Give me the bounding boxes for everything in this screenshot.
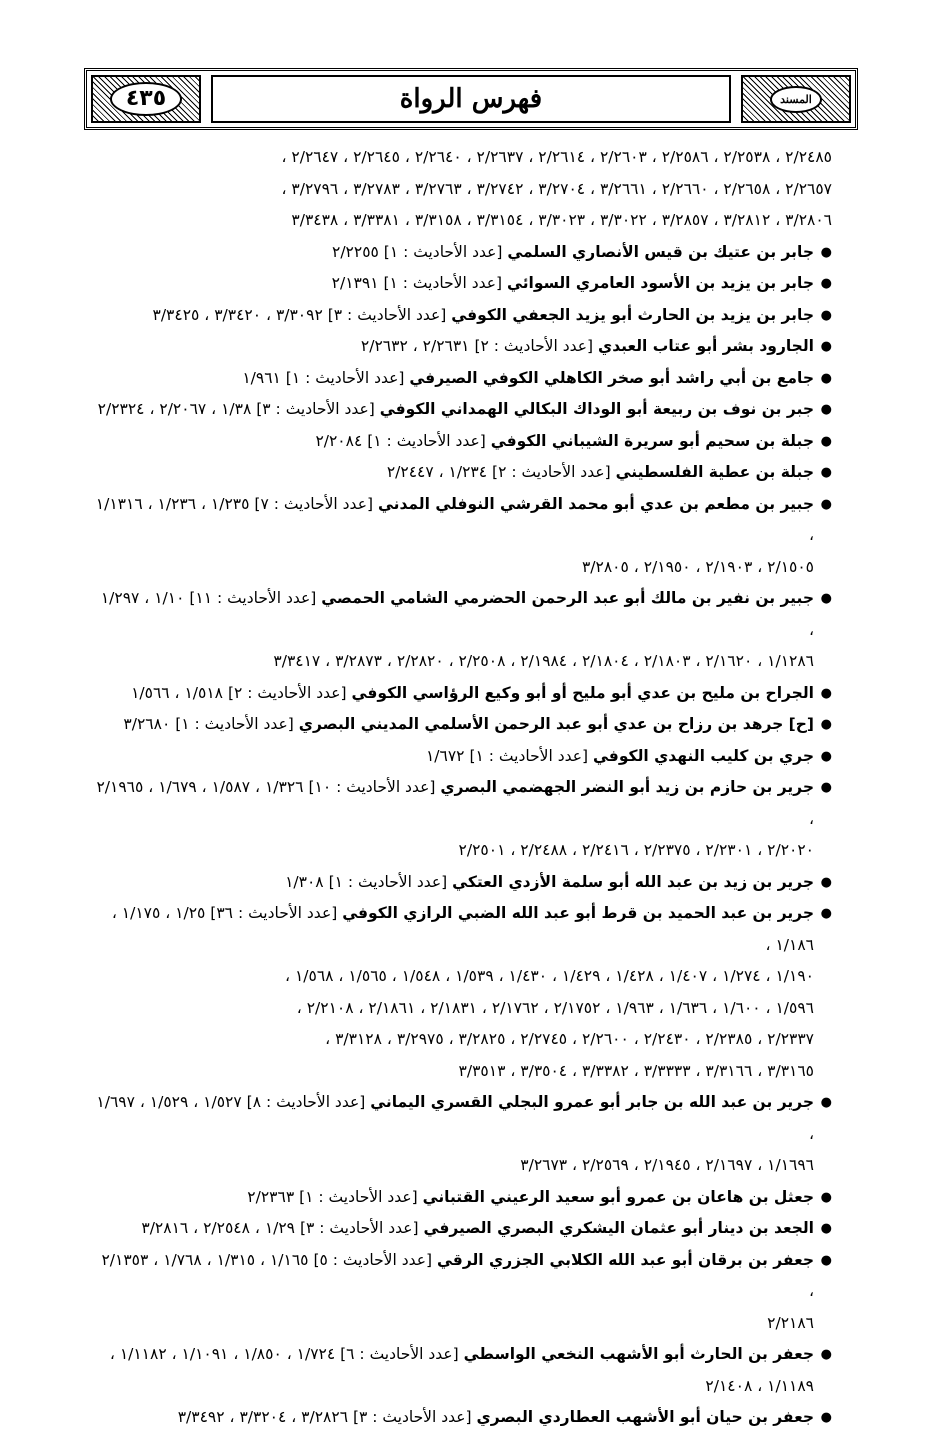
hadith-count: [عدد الأحاديث : ٢] bbox=[474, 337, 594, 355]
index-entry bbox=[92, 709, 832, 741]
hadith-count: [عدد الأحاديث : ٨] bbox=[246, 1093, 366, 1111]
bullet-icon: ● bbox=[820, 1221, 832, 1236]
index-entry bbox=[92, 1339, 832, 1402]
bullet-icon: ● bbox=[820, 339, 832, 354]
bullet-icon: ● bbox=[820, 1347, 832, 1362]
bullet-icon: ● bbox=[820, 591, 832, 606]
hadith-count: [عدد الأحاديث : ٣] bbox=[327, 305, 447, 324]
bullet-icon: ● bbox=[820, 370, 832, 386]
narrator-name: الجارود بشر أبو عتاب العبدي bbox=[598, 337, 814, 355]
index-entry bbox=[92, 331, 832, 363]
bullet-icon: ● bbox=[820, 1189, 832, 1205]
index-entry bbox=[92, 237, 832, 269]
hadith-count: [عدد الأحاديث : ٥] bbox=[313, 1250, 433, 1269]
narrator-name: جابر بن عتيك بن قيس الأنصاري السلمي bbox=[507, 242, 814, 261]
bullet-icon: ● bbox=[820, 307, 832, 323]
narrator-name: جرير بن عبد الله بن جابر أبو عمرو البجلي القسري اليماني bbox=[370, 1093, 814, 1111]
index-entry bbox=[92, 426, 832, 458]
index-entry bbox=[92, 363, 832, 395]
bullet-icon: ● bbox=[820, 465, 832, 480]
reference-list: ١/١٦٥ ، ١/٣١٥ ، ١/٧٦٨ ، ٢/١٣٥٣ ، bbox=[101, 1250, 814, 1300]
index-entry bbox=[92, 772, 832, 867]
reference-list: ١/٩٦١ bbox=[242, 368, 281, 387]
reference-list: ٢/٢٢٥٥ bbox=[332, 242, 379, 261]
reference-list: ٢/٢١٨٦ bbox=[767, 1313, 814, 1332]
reference-list: ٣/٣١٦٥ ، ٣/٣١٦٦ ، ٣/٣٣٣٣ ، ٣/٣٣٨٢ ، ٣/٣٥٠٤ ، ٣/٣٥١٣ bbox=[458, 1061, 814, 1080]
index-entry bbox=[92, 457, 832, 489]
reference-list: ٢/٢٣٦٣ bbox=[247, 1187, 295, 1206]
hadith-count: [عدد الأحاديث : ١] bbox=[285, 368, 405, 387]
narrator-name: جعفر بن الحارث أبو الأشهب النخعي الواسطي bbox=[463, 1345, 814, 1363]
bullet-icon: ● bbox=[820, 874, 832, 890]
bullet-icon: ● bbox=[820, 780, 832, 795]
hadith-count: [عدد الأحاديث : ١] bbox=[299, 1187, 418, 1206]
reference-list: ١/١٦٩٦ ، ٢/١٦٩٧ ، ٢/١٩٤٥ ، ٢/٢٥٦٩ ، ٣/٢٦٧٣ bbox=[520, 1156, 814, 1174]
hadith-count: [عدد الأحاديث : ١٠] bbox=[308, 778, 436, 796]
narrator-name: جبير بن نفير بن مالك أبو عبد الرحمن الحضرمي الشامي الحمصي bbox=[321, 589, 814, 607]
reference-list: ١/٣٢٦ ، ١/٥٨٧ ، ١/٦٧٩ ، ٢/١٩٦٥ ، bbox=[96, 778, 814, 828]
index-entry bbox=[92, 898, 832, 1087]
continuation-line: ٢/٢٦٥٧ ، ٢/٢٦٥٨ ، ٢/٢٦٦٠ ، ٣/٢٦٦١ ، ٣/٢٧٠٤ ، ٣/٢٧٤٢ ، ٣/٢٧٦٣ ، ٣/٢٧٨٣ ، ٣/٢٧٩٦ ، bbox=[281, 179, 832, 198]
hadith-count: [عدد الأحاديث : ١] bbox=[383, 242, 503, 261]
hadith-count: [عدد الأحاديث : ٣٦] bbox=[210, 904, 338, 922]
reference-list: ١/٢٥ ، ١/١٧٥ ، ١/١٨٦ ، bbox=[111, 904, 814, 954]
hadith-count: [عدد الأحاديث : ٢] bbox=[492, 463, 611, 481]
bullet-icon: ● bbox=[820, 685, 832, 701]
bullet-icon: ● bbox=[820, 906, 832, 921]
hadith-count: [عدد الأحاديث : ٧] bbox=[254, 494, 373, 513]
narrator-name: جبير بن مطعم بن عدي أبو محمد القرشي النوفلي المدني bbox=[377, 494, 814, 513]
bullet-icon: ● bbox=[820, 1410, 832, 1425]
reference-list: ١/٥٩٦ ، ١/٦٠٠ ، ١/٦٣٦ ، ١/٩٦٣ ، ٢/١٧٥٢ ، ٢/١٧٦٢ ، ٢/١٨٣١ ، ٢/١٨٦١ ، ٢/٢١٠٨ ، bbox=[296, 998, 814, 1017]
narrator-name: جبلة بن عطية الفلسطيني bbox=[615, 463, 814, 481]
reference-list: ٣/٣٠٩٢ ، ٣/٣٤٢٠ ، ٣/٣٤٢٥ bbox=[152, 305, 323, 324]
index-entry bbox=[92, 1087, 832, 1182]
bullet-icon: ● bbox=[820, 433, 832, 449]
narrator-name: جعفر بن برقان أبو عبد الله الكلابي الجزري الرقي bbox=[437, 1250, 814, 1269]
narrator-name: [ح] جرهد بن رزاح بن عدي أبو عبد الرحمن الأسلمي المديني البصري bbox=[298, 715, 814, 733]
page-number-frame bbox=[91, 75, 201, 123]
bullet-icon: ● bbox=[820, 748, 832, 764]
hadith-count: [عدد الأحاديث : ٣] bbox=[299, 1219, 419, 1237]
reference-list: ١/١٢٨٦ ، ٢/١٦٢٠ ، ٢/١٨٠٣ ، ٢/١٨٠٤ ، ٢/١٩٨٤ ، ٢/٢٥٠٨ ، ٢/٢٨٢٠ ، ٣/٢٨٧٣ ، ٣/٣٤١٧ bbox=[273, 652, 814, 670]
index-entry bbox=[92, 1245, 832, 1340]
narrator-name: جابر بن يزيد بن الحارث أبو يزيد الجعفي الكوفي bbox=[451, 305, 814, 324]
reference-list: ١/٣٠٨ bbox=[285, 872, 324, 891]
bullet-icon: ● bbox=[820, 1252, 832, 1268]
narrator-name: جرير بن حازم بن زيد أبو النضر الجهضمي البصري bbox=[440, 778, 814, 796]
reference-list: ١/٥١٨ ، ١/٥٦٦ bbox=[131, 683, 224, 702]
narrators-index bbox=[92, 142, 832, 1434]
page-header bbox=[84, 68, 858, 130]
reference-list: ٢/٢٠٢٠ ، ٢/٢٣٠١ ، ٢/٢٣٧٥ ، ٢/٢٤١٦ ، ٢/٢٤٨٨ ، ٢/٢٥٠١ bbox=[458, 841, 814, 859]
hadith-count: [عدد الأحاديث : ٣] bbox=[352, 1408, 472, 1426]
index-entry bbox=[92, 678, 832, 710]
narrator-name: جبلة بن سحيم أبو سريرة الشيباني الكوفي bbox=[490, 431, 814, 450]
reference-list: ٢/٢٦٣١ ، ٢/٢٦٣٢ bbox=[360, 337, 470, 355]
narrator-name: جعفر بن حيان أبو الأشهب العطاردي البصري bbox=[476, 1408, 814, 1426]
hadith-count: [عدد الأحاديث : ١] bbox=[367, 431, 486, 450]
index-entry bbox=[92, 489, 832, 584]
index-entry bbox=[92, 583, 832, 678]
narrator-name: جري بن كليب النهدي الكوفي bbox=[593, 746, 814, 765]
index-entry bbox=[92, 1213, 832, 1245]
reference-list: ٢/١٥٠٥ ، ٢/١٩٠٣ ، ٢/١٩٥٠ ، ٣/٢٨٠٥ bbox=[581, 557, 814, 576]
hadith-count: [عدد الأحاديث : ١] bbox=[383, 274, 503, 292]
narrator-name: جرير بن عبد الحميد بن قرط أبو عبد الله الضبي الرازي الكوفي bbox=[342, 904, 814, 922]
reference-list: ١/٣٨ ، ٢/٢٠٦٧ ، ٢/٢٣٢٤ bbox=[97, 400, 252, 418]
narrator-name: الجعد بن دينار أبو عثمان اليشكري البصري الصيرفي bbox=[423, 1219, 814, 1237]
reference-list: ١/٥٢٧ ، ١/٥٢٩ ، ١/٦٩٧ ، bbox=[96, 1093, 814, 1143]
narrator-name: جعثل بن هاعان بن عمرو أبو سعيد الرعيني القتباني bbox=[422, 1187, 814, 1206]
narrator-name: الجراح بن مليح بن عدي أبو مليح أو أبو وكيع الرؤاسي الكوفي bbox=[351, 683, 814, 702]
reference-list: ٢/١٣٩١ bbox=[331, 274, 379, 292]
index-entry bbox=[92, 867, 832, 899]
reference-list: ٢/٢٠٨٤ bbox=[315, 431, 363, 450]
hadith-count: [عدد الأحاديث : ٣] bbox=[256, 400, 375, 418]
reference-list: ٣/٢٦٨٠ bbox=[123, 715, 171, 733]
index-entry bbox=[92, 268, 832, 300]
bullet-icon: ● bbox=[820, 717, 832, 732]
hadith-count: [عدد الأحاديث : ٢] bbox=[227, 683, 347, 702]
continuation-line: ٣/٢٨٠٦ ، ٣/٢٨١٢ ، ٣/٢٨٥٧ ، ٣/٣٠٢٢ ، ٣/٣٠٢٣ ، ٣/٣١٥٤ ، ٣/٣١٥٨ ، ٣/٣٣٨١ ، ٣/٣٤٣٨ bbox=[291, 211, 832, 229]
bullet-icon: ● bbox=[820, 244, 832, 260]
reference-list: ١/٢٣٥ ، ١/٢٣٦ ، ١/١٣١٦ ، bbox=[95, 494, 814, 544]
narrator-name: جبر بن نوف بن ربيعة أبو الوداك البكالي الهمداني الكوفي bbox=[379, 400, 814, 418]
bullet-icon: ● bbox=[820, 276, 832, 291]
hadith-count: [عدد الأحاديث : ١] bbox=[328, 872, 448, 891]
hadith-count: [عدد الأحاديث : ١] bbox=[175, 715, 294, 733]
hadith-count: [عدد الأحاديث : ٦] bbox=[340, 1345, 459, 1363]
page-title: فهرس الرواة bbox=[399, 84, 543, 114]
reference-list: ١/٧٢٤ ، ١/٨٥٠ ، ١/١٠٩١ ، ١/١١٨٢ ، bbox=[109, 1345, 336, 1363]
logo-text: المسند bbox=[770, 86, 822, 113]
continuation-line: ٢/٢٤٨٥ ، ٢/٢٥٣٨ ، ٢/٢٥٨٦ ، ٢/٢٦٠٣ ، ٢/٢٦١٤ ، ٢/٢٦٣٧ ، ٢/٢٦٤٠ ، ٢/٢٦٤٥ ، ٢/٢٦٤٧ ، bbox=[281, 148, 832, 166]
index-entry bbox=[92, 300, 832, 332]
title-frame bbox=[211, 75, 731, 123]
index-entry bbox=[92, 1402, 832, 1434]
reference-list: ١/٢٣٤ ، ٢/٢٤٤٧ bbox=[386, 463, 488, 481]
reference-list: ١/٦٧٢ bbox=[425, 746, 465, 765]
bullet-icon: ● bbox=[820, 402, 832, 417]
page-number: ٤٣٥ bbox=[110, 82, 182, 116]
narrator-name: جامع بن أبي راشد أبو صخر الكاهلي الكوفي الصيرفي bbox=[409, 368, 814, 387]
reference-list: ١/١٠ ، ١/٢٩٧ ، bbox=[100, 589, 814, 639]
continuation-block bbox=[92, 142, 832, 237]
index-entry bbox=[92, 394, 832, 426]
entries-list bbox=[92, 237, 832, 1434]
bullet-icon: ● bbox=[820, 1095, 832, 1110]
reference-list: ٢/٢٣٣٧ ، ٢/٢٣٨٥ ، ٢/٢٤٣٠ ، ٢/٢٦٠٠ ، ٢/٢٧٤٥ ، ٣/٢٨٢٥ ، ٣/٢٩٧٥ ، ٣/٣١٢٨ ، bbox=[325, 1030, 814, 1048]
publisher-logo bbox=[741, 75, 851, 123]
reference-list: ١/١١٨٩ ، ٢/١٤٠٨ bbox=[705, 1376, 814, 1395]
narrator-name: جرير بن زيد بن عبد الله أبو سلمة الأزدي العتكي bbox=[452, 872, 814, 891]
narrator-name: جابر بن يزيد بن الأسود العامري السوائي bbox=[507, 274, 814, 292]
hadith-count: [عدد الأحاديث : ١] bbox=[469, 746, 589, 765]
bullet-icon: ● bbox=[820, 496, 832, 512]
index-entry bbox=[92, 741, 832, 773]
reference-list: ٣/٢٨٢٦ ، ٣/٣٢٠٤ ، ٣/٣٤٩٢ bbox=[177, 1408, 349, 1426]
hadith-count: [عدد الأحاديث : ١١] bbox=[189, 589, 317, 607]
index-entry bbox=[92, 1182, 832, 1214]
reference-list: ١/٢٩ ، ٢/٢٥٤٨ ، ٣/٢٨١٦ bbox=[141, 1219, 296, 1237]
reference-list: ١/١٩٠ ، ١/٢٧٤ ، ١/٤٠٧ ، ١/٤٢٨ ، ١/٤٢٩ ، ١/٤٣٠ ، ١/٥٣٩ ، ١/٥٤٨ ، ١/٥٦٥ ، ١/٥٦٨ ، bbox=[285, 967, 814, 985]
